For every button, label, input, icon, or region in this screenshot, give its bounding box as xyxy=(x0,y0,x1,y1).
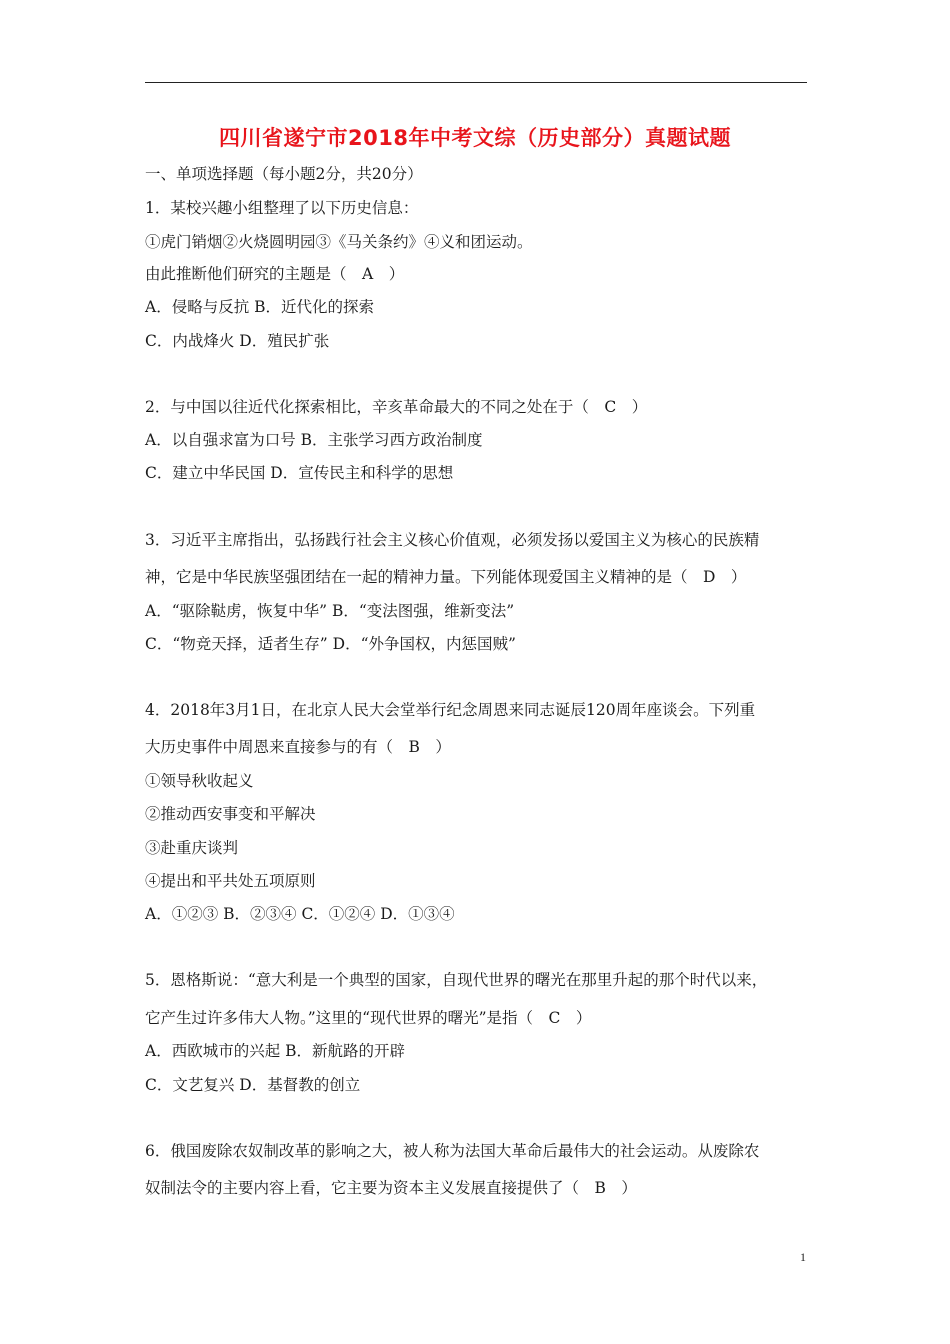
text-line: ①领导秋收起义 xyxy=(145,772,254,790)
text-line: C．内战烽火 D．殖民扩张 xyxy=(145,332,330,350)
text-line: C．文艺复兴 D．基督教的创立 xyxy=(145,1076,361,1094)
text-line: ②推动西安事变和平解决 xyxy=(145,805,316,823)
text-line: 6．俄国废除农奴制改革的影响之大，被人称为法国大革命后最伟大的社会运动。从废除农 xyxy=(145,1142,760,1160)
text-line: C．建立中华民国 D．宣传民主和科学的思想 xyxy=(145,464,454,482)
text-line: A．侵略与反抗 B．近代化的探索 xyxy=(145,298,375,316)
text-line: 由此推断他们研究的主题是（ A ） xyxy=(145,265,405,283)
text-line: 3．习近平主席指出，弘扬践行社会主义核心价值观，必须发扬以爱国主义为核心的民族精 xyxy=(145,531,760,549)
text-line: ①虎门销烟②火烧圆明园③《马关条约》④义和团运动。 xyxy=(145,233,533,251)
text-line: 神，它是中华民族坚强团结在一起的精神力量。下列能体现爱国主义精神的是（ D ） xyxy=(145,568,747,586)
text-line: 1．某校兴趣小组整理了以下历史信息： xyxy=(145,199,419,217)
text-line: 一、单项选择题（每小题2分，共20分） xyxy=(145,165,423,183)
text-line: A．以自强求富为口号 B．主张学习西方政治制度 xyxy=(145,431,483,449)
text-line: 大历史事件中周恩来直接参与的有（ B ） xyxy=(145,738,451,756)
text-line: ④提出和平共处五项原则 xyxy=(145,872,316,890)
text-line: C．“物竞天择，适者生存” D．“外争国权，内惩国贼” xyxy=(145,635,516,653)
document-title: 四川省遂宁市2018年中考文综（历史部分）真题试题 xyxy=(219,126,731,150)
page-number: 1 xyxy=(800,1250,806,1264)
text-line: 它产生过许多伟大人物。”这里的“现代世界的曙光”是指（ C ） xyxy=(145,1009,592,1027)
header-rule xyxy=(145,82,807,83)
text-line: 5．恩格斯说：“意大利是一个典型的国家，自现代世界的曙光在那里升起的那个时代以来， xyxy=(145,971,768,989)
text-line: 4．2018年3月1日，在北京人民大会堂举行纪念周恩来同志诞辰120周年座谈会。下列重 xyxy=(145,701,756,719)
text-line: A．西欧城市的兴起 B．新航路的开辟 xyxy=(145,1042,406,1060)
text-line: 2．与中国以往近代化探索相比，辛亥革命最大的不同之处在于（ C ） xyxy=(145,398,648,416)
text-line: 奴制法令的主要内容上看，它主要为资本主义发展直接提供了（ B ） xyxy=(145,1179,637,1197)
text-line: A．“驱除鞑虏，恢复中华” B．“变法图强，维新变法” xyxy=(145,602,515,620)
text-line: ③赴重庆谈判 xyxy=(145,839,239,857)
text-line: A．①②③ B．②③④ C．①②④ D．①③④ xyxy=(145,905,455,923)
